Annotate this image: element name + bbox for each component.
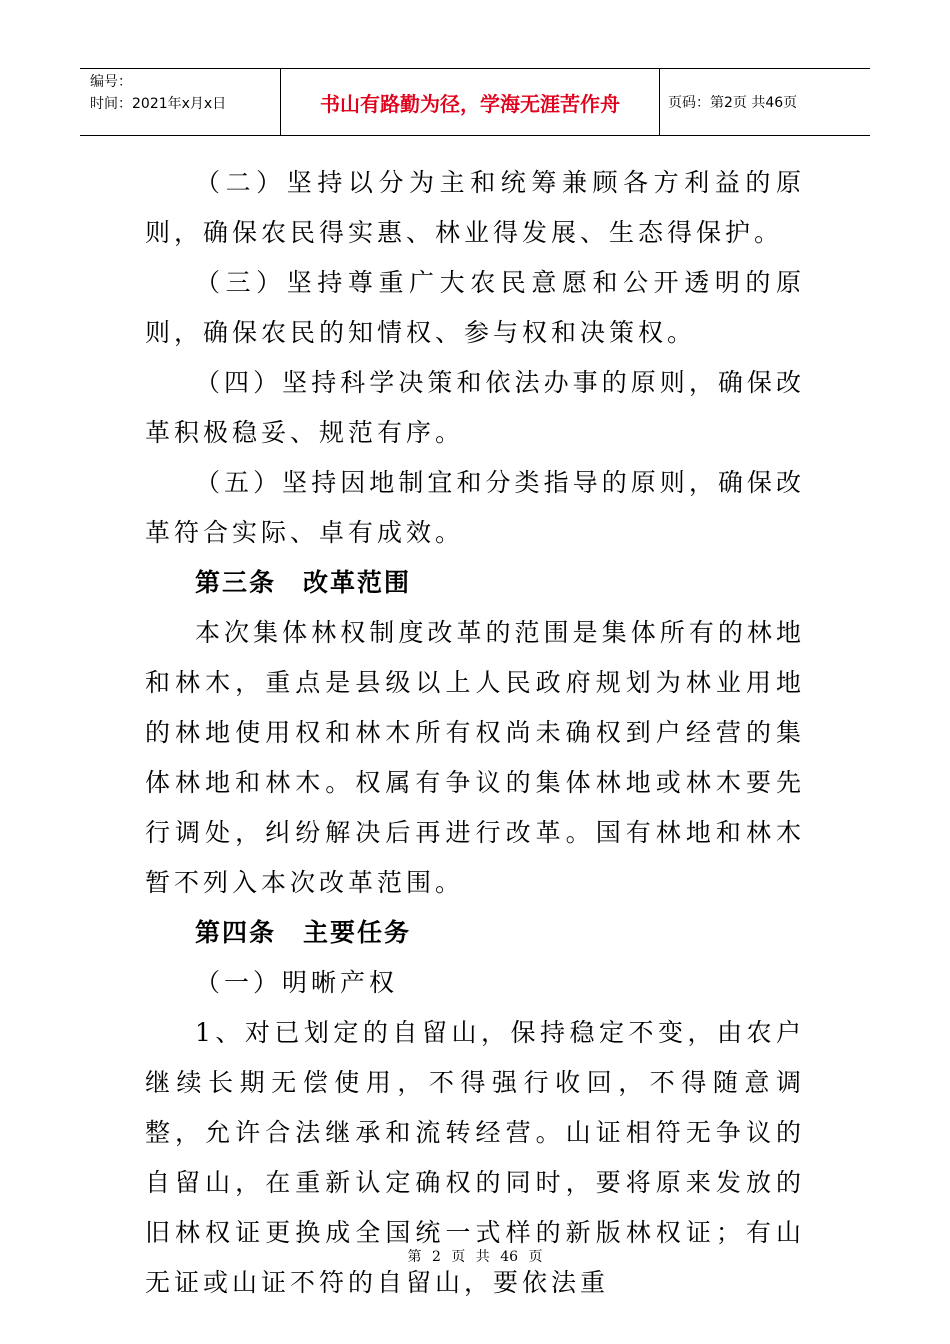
header-meta <box>80 69 280 135</box>
document-time-label: 时间：2021年x月x日 <box>90 96 227 112</box>
paragraph-principle-5: （五）坚持因地制宜和分类指导的原则，确保改革符合实际、卓有成效。 <box>145 468 805 547</box>
header-page-info: 页码：第2页 共46页 <box>668 95 798 111</box>
document-body <box>145 158 805 1308</box>
paragraph-item-1: 1、对已划定的自留山，保持稳定不变，由农户继续长期无偿使用，不得强行收回，不得随意调整，允许合法继承和流转经营。山证相符无争议的自留山，在重新认定确权的同时，要将原来发放的旧林权证更换成全国统一式样的新版林权证；有山无证或山证不符的自留山，要依法重 <box>145 1018 805 1297</box>
section-heading-article-3: 第三条 改革范围 <box>195 568 412 597</box>
paragraph-reform-scope: 本次集体林权制度改革的范围是集体所有的林地和林木，重点是县级以上人民政府规划为林业用地的林地使用权和林木所有权尚未确权到户经营的集体林地和林木。权属有争议的集体林地或林木要先行调处，纠纷解决后再进行改革。国有林地和林木暂不列入本次改革范围。 <box>145 618 805 897</box>
paragraph-principle-4: （四）坚持科学决策和依法办事的原则，确保改革积极稳妥、规范有序。 <box>145 368 805 447</box>
header-motto: 书山有路勤为径，学海无涯苦作舟 <box>280 69 660 135</box>
paragraph-principle-2: （二）坚持以分为主和统筹兼顾各方利益的原则，确保农民得实惠、林业得发展、生态得保护。 <box>145 168 805 247</box>
subheading-clarify-property: （一）明晰产权 <box>195 968 399 997</box>
document-number-label: 编号： <box>90 74 132 90</box>
paragraph-principle-3: （三）坚持尊重广大农民意愿和公开透明的原则，确保农民的知情权、参与权和决策权。 <box>145 268 805 347</box>
section-heading-article-4: 第四条 主要任务 <box>195 918 412 947</box>
page-header <box>80 68 870 136</box>
page-footer: 第 2 页 共 46 页 <box>407 1249 543 1265</box>
